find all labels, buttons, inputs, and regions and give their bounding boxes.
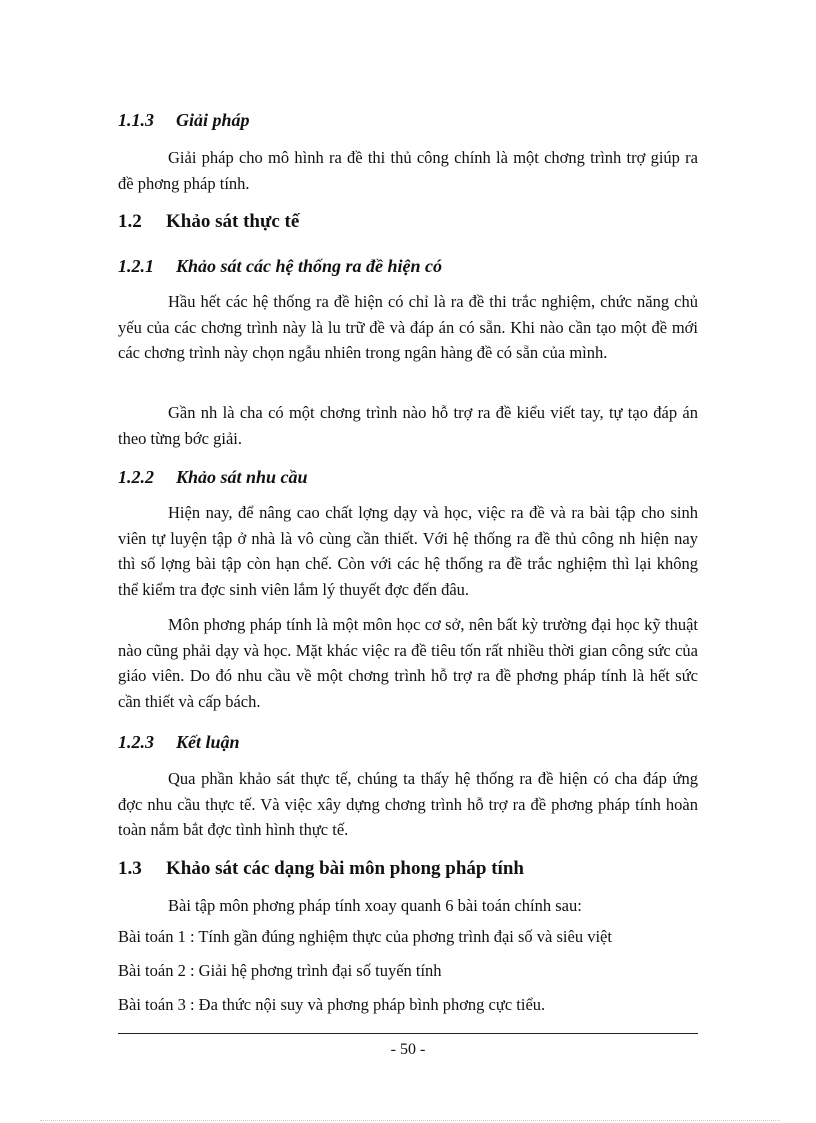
- problem-item-2: Bài toán 2 : Giải hệ phơng trình đại số tuyến tính: [118, 961, 442, 980]
- paragraph-existing-systems: Hầu hết các hệ thống ra đề hiện có chỉ là ra đề thi trắc nghiệm, chức năng chủ yếu của các chơng trình này là lu trữ đề và đáp án có sẵn. Khi nào cần tạo một đề mới các chơng trình này chọn ngẫu nhiên trong ngân hàng đề có sẵn của mình.: [118, 292, 698, 362]
- paragraph-conclusion: Qua phần khảo sát thực tế, chúng ta thấy hệ thống ra đề hiện có cha đáp ứng đợc nhu cầu thực tế. Và việc xây dựng chơng trình hỗ trợ ra đề phơng pháp tính hoàn toàn nắm bắt đợc tình hình thực tế.: [118, 769, 698, 839]
- paragraph-numerical-methods-course: Môn phơng pháp tính là một môn học cơ sở, nên bất kỳ trường đại học kỹ thuật nào cũng phải dạy và học. Mặt khác việc ra đề tiêu tốn rất nhiều thời gian công sức của giáo viên. Do đó nhu cầu về một chơng trình hỗ trợ ra đề phơng pháp tính là hết sức cần thiết và cấp bách.: [118, 615, 698, 711]
- paragraph-needs: Hiện nay, để nâng cao chất lợng dạy và học, việc ra đề và ra bài tập cho sinh viên tự luyện tập ở nhà là vô cùng cần thiết. Với hệ thống ra đề thủ công nh hiện nay thì số lợng bài tập còn hạn chế. Còn với các hệ thống ra đề trắc nghiệm thì lại không thể kiểm tra đợc sinh viên lắm lý thuyết đợc đến đâu.: [118, 503, 698, 599]
- footer-rule: [118, 1033, 698, 1034]
- heading-1-2-2: 1.2.2 Khảo sát nhu cầu: [118, 467, 308, 487]
- paragraph-problem-intro: Bài tập môn phơng pháp tính xoay quanh 6 bài toán chính sau:: [168, 896, 582, 915]
- problem-item-1: Bài toán 1 : Tính gần đúng nghiệm thực của phơng trình đại số và siêu việt: [118, 927, 612, 946]
- paragraph-no-handwritten-support: Gần nh là cha có một chơng trình nào hỗ trợ ra đề kiểu viết tay, tự tạo đáp án theo từng bớc giải.: [118, 403, 698, 448]
- heading-1-2-3: 1.2.3 Kết luận: [118, 732, 240, 752]
- page-number: - 50 -: [390, 1041, 426, 1058]
- paragraph-solution: Giải pháp cho mô hình ra đề thi thủ công chính là một chơng trình trợ giúp ra đề phơng pháp tính.: [118, 148, 698, 193]
- page-bottom-border: [40, 1120, 780, 1121]
- heading-1-2-1: 1.2.1 Khảo sát các hệ thống ra đề hiện có: [118, 256, 443, 276]
- heading-1-1-3: 1.1.3 Giải pháp: [118, 110, 250, 130]
- heading-1-3: 1.3 Khảo sát các dạng bài môn phong pháp tính: [118, 858, 524, 879]
- heading-1-2: 1.2 Khảo sát thực tế: [118, 211, 300, 232]
- problem-item-3: Bài toán 3 : Đa thức nội suy và phơng pháp bình phơng cực tiểu.: [118, 995, 546, 1014]
